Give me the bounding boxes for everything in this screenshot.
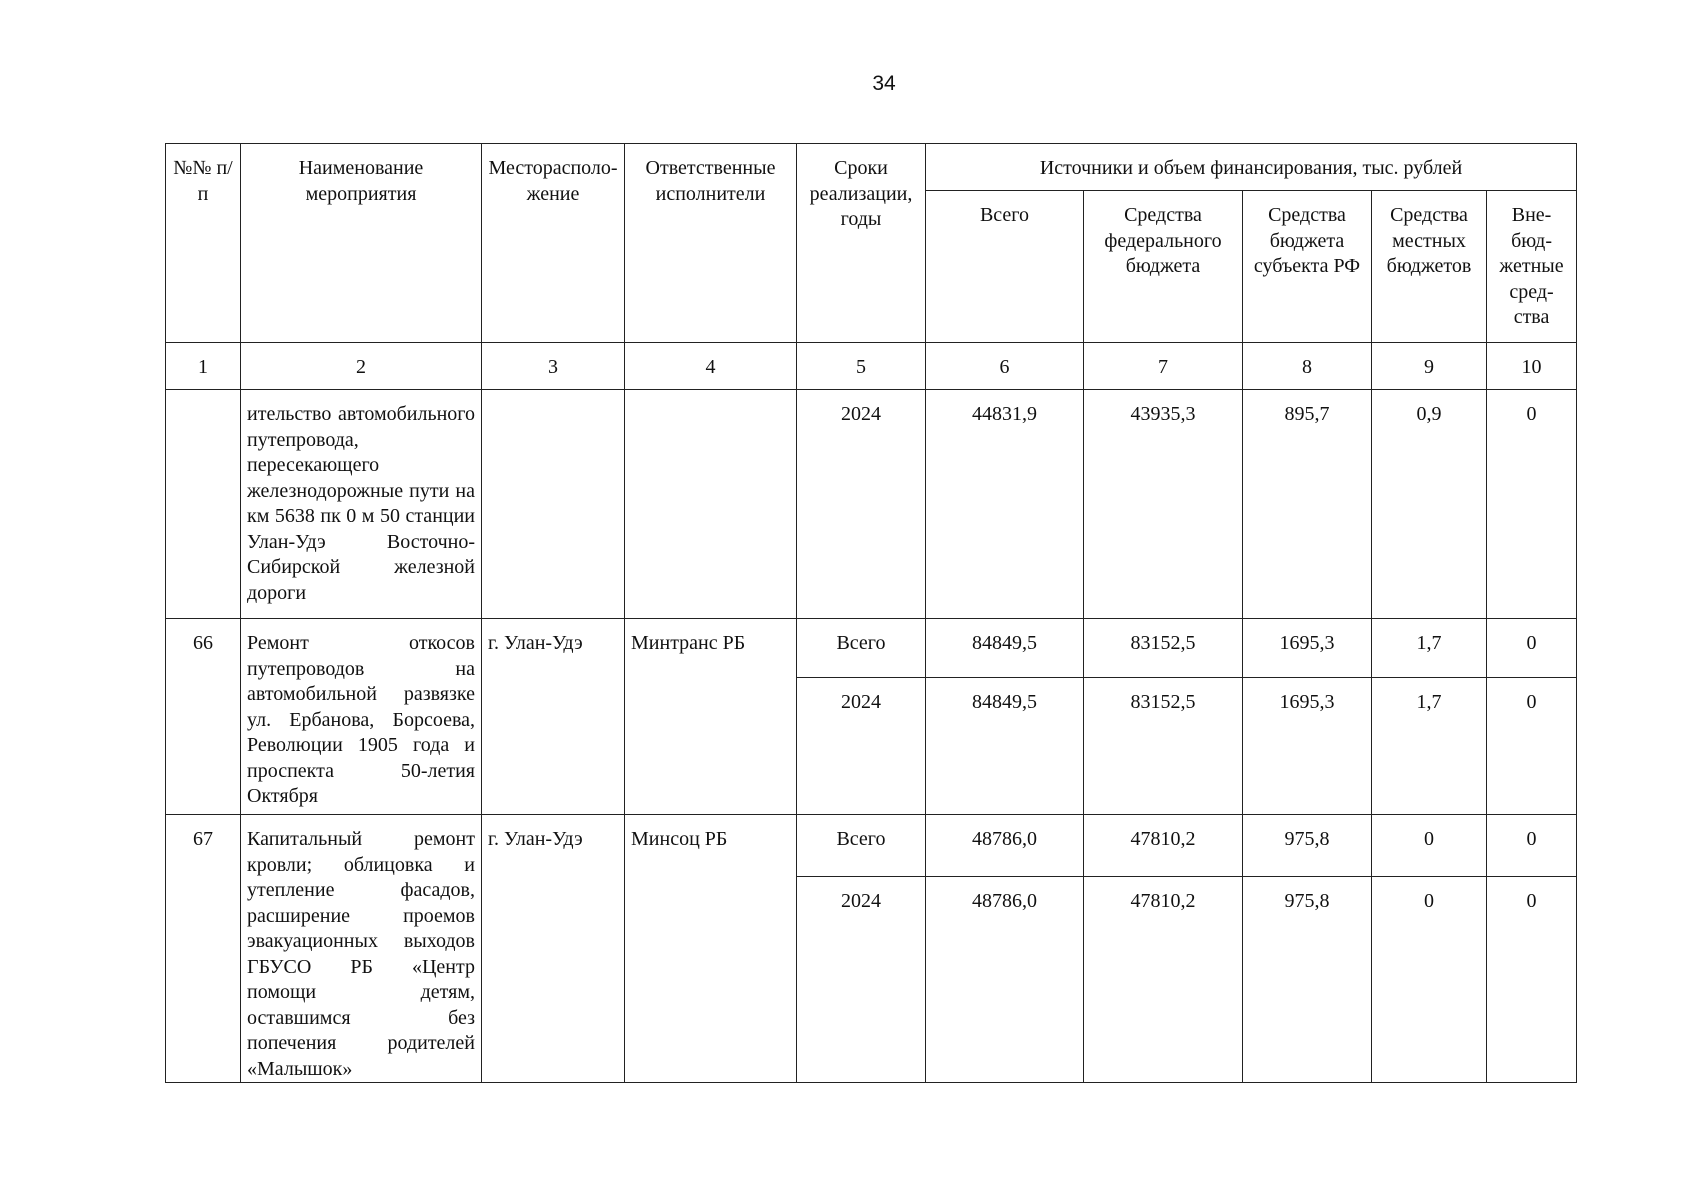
- column-number: 5: [797, 343, 926, 390]
- row-extra: 0: [1487, 619, 1577, 678]
- column-number: 8: [1243, 343, 1372, 390]
- table-row: [166, 815, 1577, 877]
- table-row: [166, 619, 1577, 678]
- header-local: Средства местных бюджетов: [1372, 191, 1487, 343]
- row-num: 67: [166, 815, 241, 1083]
- row-total: 48786,0: [926, 877, 1084, 1083]
- row-name: ительство автомобильного путепровода, пересекающего железнодорожные пути на км 5638 пк 0 м 50 станции Улан-Удэ Восточно-Сибирской железной дороги: [241, 390, 482, 619]
- row-num: [166, 390, 241, 619]
- row-federal: 83152,5: [1084, 619, 1243, 678]
- column-number: 2: [241, 343, 482, 390]
- row-total: 84849,5: [926, 619, 1084, 678]
- row-extra: 0: [1487, 877, 1577, 1083]
- column-number: 10: [1487, 343, 1577, 390]
- row-responsible: Минтранс РБ: [625, 619, 797, 815]
- row-name: Ремонт откосов путепроводов на автомобильной развязке ул. Ербанова, Борсоева, Революции 1905 года и проспекта 50-летия Октября: [241, 619, 482, 815]
- header-financing: Источники и объем финансирования, тыс. рублей: [926, 144, 1577, 191]
- header-federal: Средства федерального бюджета: [1084, 191, 1243, 343]
- row-total: 48786,0: [926, 815, 1084, 877]
- header-location: Месторасполо-жение: [482, 144, 625, 343]
- row-local: 0: [1372, 815, 1487, 877]
- header-subject: Средства бюджета субъекта РФ: [1243, 191, 1372, 343]
- row-term: 2024: [797, 390, 926, 619]
- column-number: 3: [482, 343, 625, 390]
- row-federal: 47810,2: [1084, 877, 1243, 1083]
- header-num: №№ п/п: [166, 144, 241, 343]
- header-total: Всего: [926, 191, 1084, 343]
- column-number-row: [166, 343, 1577, 390]
- column-number: 9: [1372, 343, 1487, 390]
- row-responsible: [625, 390, 797, 619]
- row-local: 0,9: [1372, 390, 1487, 619]
- row-local: 1,7: [1372, 619, 1487, 678]
- header-responsible: Ответственные исполнители: [625, 144, 797, 343]
- row-extra: 0: [1487, 390, 1577, 619]
- row-term: Всего: [797, 815, 926, 877]
- column-number: 6: [926, 343, 1084, 390]
- header-terms: Сроки реализации, годы: [797, 144, 926, 343]
- row-local: 0: [1372, 877, 1487, 1083]
- row-extra: 0: [1487, 678, 1577, 815]
- row-responsible: Минсоц РБ: [625, 815, 797, 1083]
- row-location: г. Улан-Удэ: [482, 619, 625, 815]
- row-name: Капитальный ремонт кровли; облицовка и утепление фасадов, расширение проемов эвакуационных выходов ГБУСО РБ «Центр помощи детям, оставшимся без попечения родителей «Малышок»: [241, 815, 482, 1083]
- row-location: [482, 390, 625, 619]
- row-federal: 83152,5: [1084, 678, 1243, 815]
- row-subject: 1695,3: [1243, 619, 1372, 678]
- row-subject: 975,8: [1243, 877, 1372, 1083]
- row-extra: 0: [1487, 815, 1577, 877]
- row-term: 2024: [797, 877, 926, 1083]
- header-name: Наименование мероприятия: [241, 144, 482, 343]
- row-term: 2024: [797, 678, 926, 815]
- page-number: 34: [872, 72, 896, 95]
- row-term: Всего: [797, 619, 926, 678]
- financing-table: [165, 143, 1577, 1083]
- row-subject: 1695,3: [1243, 678, 1372, 815]
- table-row: [166, 390, 1577, 619]
- row-total: 44831,9: [926, 390, 1084, 619]
- row-local: 1,7: [1372, 678, 1487, 815]
- column-number: 4: [625, 343, 797, 390]
- column-number: 7: [1084, 343, 1243, 390]
- column-number: 1: [166, 343, 241, 390]
- row-location: г. Улан-Удэ: [482, 815, 625, 1083]
- row-subject: 975,8: [1243, 815, 1372, 877]
- row-num: 66: [166, 619, 241, 815]
- row-federal: 47810,2: [1084, 815, 1243, 877]
- row-federal: 43935,3: [1084, 390, 1243, 619]
- row-total: 84849,5: [926, 678, 1084, 815]
- row-subject: 895,7: [1243, 390, 1372, 619]
- header-extra: Вне-бюд-жетные сред-ства: [1487, 191, 1577, 343]
